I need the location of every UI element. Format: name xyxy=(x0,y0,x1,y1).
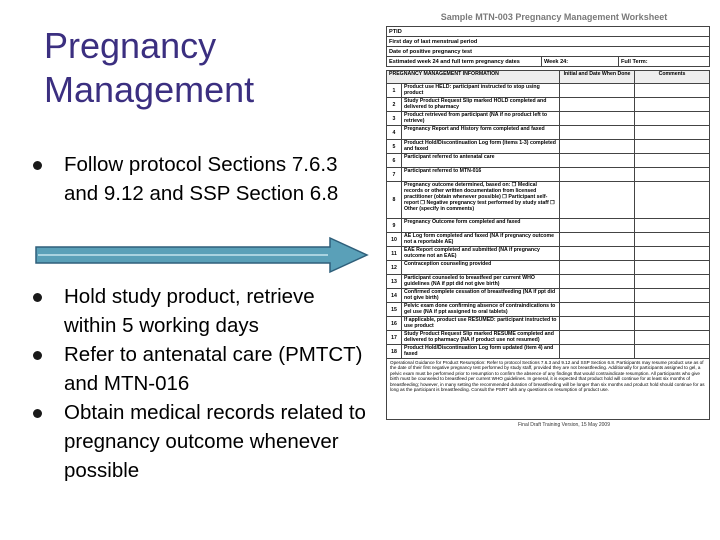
bullet-text: Refer to antenatal care (PMTCT) and MTN-016 xyxy=(64,343,363,395)
row-date-cell xyxy=(560,289,635,303)
row-comments-cell xyxy=(635,261,710,275)
bullet-text: Hold study product, retrieve within 5 working days xyxy=(64,285,315,337)
row-number: 14 xyxy=(387,289,402,303)
worksheet-row xyxy=(387,219,710,233)
worksheet-row xyxy=(387,317,710,331)
row-number: 12 xyxy=(387,261,402,275)
bullet-item xyxy=(36,282,366,340)
row-comments-cell xyxy=(635,247,710,261)
worksheet-row xyxy=(387,289,710,303)
row-date-cell xyxy=(560,98,635,112)
row-comments-cell xyxy=(635,140,710,154)
row-description: Product Hold/Discontinuation Log form updated (item 4) and faxed xyxy=(402,345,560,359)
row-date-cell xyxy=(560,275,635,289)
column-header-date: Initial and Date When Done xyxy=(560,71,635,84)
row-description: AE Log form completed and faxed (NA if pregnancy outcome not a reportable AE) xyxy=(402,233,560,247)
worksheet-row xyxy=(387,168,710,182)
worksheet-row xyxy=(387,233,710,247)
row-date-cell xyxy=(560,219,635,233)
slide-title: Pregnancy Management xyxy=(44,25,255,110)
worksheet-footer: Final Draft Training Version, 15 May 2009 xyxy=(518,422,610,428)
bullet-list-bottom xyxy=(36,282,366,485)
bullet-text: Follow protocol Sections 7.6.3 and 9.12 and SSP Section 6.8 xyxy=(64,153,339,205)
row-number: 18 xyxy=(387,345,402,359)
bullet-item xyxy=(36,398,366,485)
row-description: If applicable, product use RESUMED: participant instructed to use product xyxy=(402,317,560,331)
row-number: 3 xyxy=(387,112,402,126)
bullet-item xyxy=(36,150,366,208)
row-date-cell xyxy=(560,84,635,98)
row-description: Pregnancy Report and History form completed and faxed xyxy=(402,126,560,140)
worksheet-grid xyxy=(386,70,710,359)
row-number: 10 xyxy=(387,233,402,247)
row-description: Product retrieved from participant (NA if no product left to retrieve) xyxy=(402,112,560,126)
row-description: Study Product Request Slip marked HOLD completed and delivered to pharmacy xyxy=(402,98,560,112)
row-date-cell xyxy=(560,261,635,275)
worksheet-header-table xyxy=(386,26,710,67)
row-comments-cell xyxy=(635,219,710,233)
row-number: 9 xyxy=(387,219,402,233)
row-comments-cell xyxy=(635,303,710,317)
row-date-cell xyxy=(560,303,635,317)
row-date-cell xyxy=(560,233,635,247)
row-description: Pregnancy outcome determined, based on: ❒ Medical records or other written documentation from licensed practitioner (obtain whenever possible) ❒ Participant self-report ❒ Negative pregnancy test performed by study staff ❒ Other (specify in comments) xyxy=(402,182,560,219)
bullet-text: Obtain medical records related to pregnancy outcome whenever possible xyxy=(64,401,366,482)
row-description: EAE Report completed and submitted (NA if pregnancy outcome not an EAE) xyxy=(402,247,560,261)
row-date-cell xyxy=(560,345,635,359)
row-description: Product Hold/Discontinuation Log form (items 1-3) completed and faxed xyxy=(402,140,560,154)
worksheet-row xyxy=(387,261,710,275)
worksheet-row xyxy=(387,84,710,98)
worksheet-row xyxy=(387,275,710,289)
row-comments-cell xyxy=(635,84,710,98)
worksheet-row xyxy=(387,303,710,317)
row-number: 2 xyxy=(387,98,402,112)
worksheet-row xyxy=(387,247,710,261)
row-comments-cell xyxy=(635,345,710,359)
worksheet-row xyxy=(387,112,710,126)
row-date-cell xyxy=(560,331,635,345)
column-header-comments: Comments xyxy=(635,71,710,84)
worksheet-row xyxy=(387,126,710,140)
row-description: Product use HELD: participant instructed to stop using product xyxy=(402,84,560,98)
row-number: 13 xyxy=(387,275,402,289)
row-comments-cell xyxy=(635,168,710,182)
row-date-cell xyxy=(560,317,635,331)
row-comments-cell xyxy=(635,331,710,345)
bullet-dot-icon xyxy=(33,293,42,302)
bullet-list-top xyxy=(36,150,366,208)
fullterm-label: Full Term: xyxy=(619,57,710,67)
row-description: Participant referred to antenatal care xyxy=(402,154,560,168)
row-description: Participant counseled to breastfeed per current WHO guidelines (NA if ppt did not give birth) xyxy=(402,275,560,289)
row-description: Contraception counseling provided xyxy=(402,261,560,275)
row-number: 7 xyxy=(387,168,402,182)
row-number: 4 xyxy=(387,126,402,140)
dates-label: Estimated week 24 and full term pregnancy dates xyxy=(387,57,542,67)
row-number: 15 xyxy=(387,303,402,317)
row-description: Participant referred to MTN-016 xyxy=(402,168,560,182)
worksheet-row xyxy=(387,345,710,359)
header-row: First day of last menstrual period xyxy=(387,37,710,47)
worksheet-image xyxy=(378,12,710,428)
row-description: Pregnancy Outcome form completed and faxed xyxy=(402,219,560,233)
row-comments-cell xyxy=(635,317,710,331)
bullet-dot-icon xyxy=(33,351,42,360)
row-comments-cell xyxy=(635,154,710,168)
row-description: Confirmed complete cessation of breastfeeding (NA if ppt did not give birth) xyxy=(402,289,560,303)
row-number: 5 xyxy=(387,140,402,154)
row-date-cell xyxy=(560,140,635,154)
row-number: 11 xyxy=(387,247,402,261)
row-date-cell xyxy=(560,112,635,126)
worksheet-row xyxy=(387,331,710,345)
row-date-cell xyxy=(560,154,635,168)
bullet-item xyxy=(36,340,366,398)
row-number: 1 xyxy=(387,84,402,98)
bullet-dot-icon xyxy=(33,409,42,418)
row-description: Pelvic exam done confirming absence of contraindications to gel use (NA if ppt assigned to oral tablets) xyxy=(402,303,560,317)
worksheet-row xyxy=(387,98,710,112)
row-description: Study Product Request Slip marked RESUME completed and delivered to pharmacy (NA if product use not resumed) xyxy=(402,331,560,345)
row-comments-cell xyxy=(635,126,710,140)
row-date-cell xyxy=(560,182,635,219)
row-number: 17 xyxy=(387,331,402,345)
row-date-cell xyxy=(560,126,635,140)
row-comments-cell xyxy=(635,289,710,303)
row-date-cell xyxy=(560,247,635,261)
worksheet-row xyxy=(387,140,710,154)
header-row: PTID xyxy=(387,27,710,37)
bullet-dot-icon xyxy=(33,161,42,170)
worksheet-title: Sample MTN-003 Pregnancy Management Worksheet xyxy=(440,12,668,22)
row-number: 16 xyxy=(387,317,402,331)
row-comments-cell xyxy=(635,112,710,126)
week24-label: Week 24: xyxy=(542,57,619,67)
worksheet-row xyxy=(387,182,710,219)
header-row: Date of positive pregnancy test xyxy=(387,47,710,57)
operational-guidance: Operational Guidance for Product Resumption: Refer to protocol Sections 7.6.3 and 9.12 and SSP Section 6.8. Participants may resume product use as of the date of their first negative pregnancy test performed by study staff, provided they are not breastfeeding. Additionally for participants assigned to gel, a pelvic exam must be performed prior to resumption to confirm the absence of any findings that would contraindicate resumption. All participants who give birth must be counseled to breastfeed per current WHO guidelines. In general, it is expected that product hold will continue for at least six months of breastfeeding; however, in many setting the recommended duration of breastfeeding will be longer than six months and product hold should continue for as long as the participant is breastfeeding. Consult the PSRT with any questions on resumption of product use. xyxy=(386,359,710,420)
row-number: 8 xyxy=(387,182,402,219)
row-number: 6 xyxy=(387,154,402,168)
row-comments-cell xyxy=(635,275,710,289)
worksheet-row xyxy=(387,154,710,168)
row-comments-cell xyxy=(635,182,710,219)
row-comments-cell xyxy=(635,98,710,112)
row-date-cell xyxy=(560,168,635,182)
right-arrow-icon xyxy=(34,236,370,274)
row-comments-cell xyxy=(635,233,710,247)
column-header-info: PREGNANCY MANAGEMENT INFORMATION xyxy=(387,71,560,84)
